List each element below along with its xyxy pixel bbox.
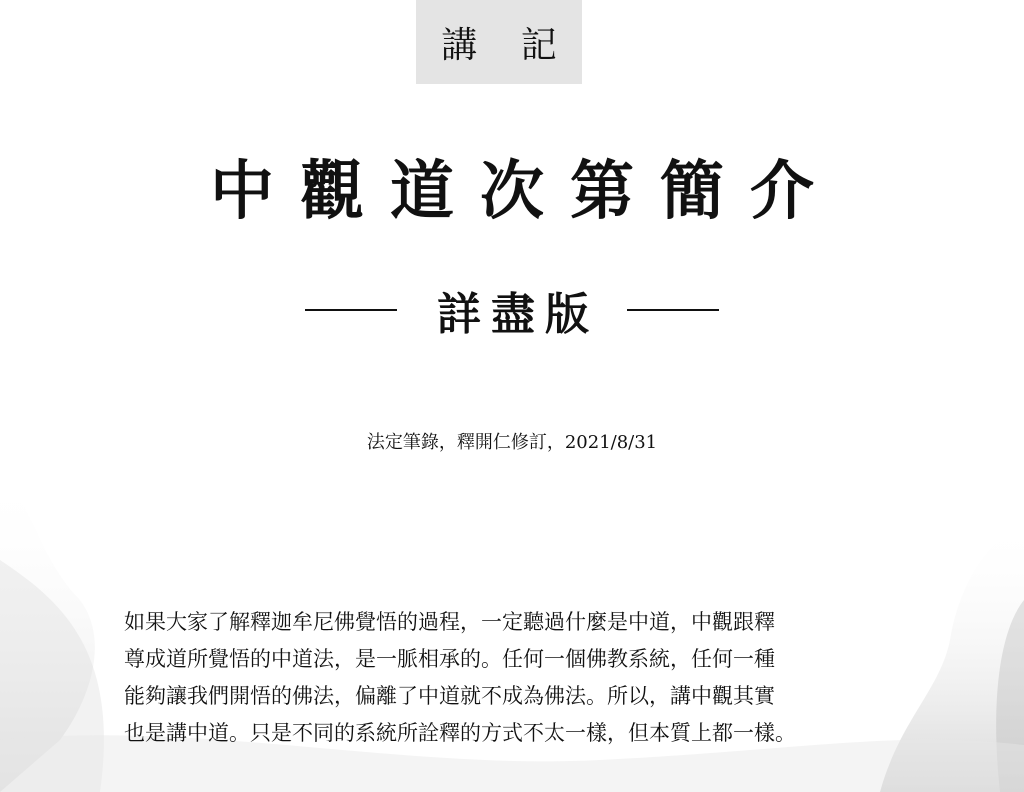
body-line: 也是講中道。只是不同的系統所詮釋的方式不太一樣，但本質上都一樣。: [124, 721, 796, 745]
body-paragraph: [124, 604, 874, 752]
header-tag: 講 記: [416, 0, 582, 84]
body-line: 尊成道所覺悟的中道法，是一脈相承的。任何一個佛教系統，任何一種: [124, 647, 775, 671]
subtitle: 詳盡版: [437, 289, 599, 340]
subtitle-row: [0, 278, 1024, 342]
body-line: 如果大家了解釋迦牟尼佛覺悟的過程，一定聽過什麼是中道，中觀跟釋: [124, 610, 775, 634]
body-line: 能夠讓我們開悟的佛法，偏離了中道就不成為佛法。所以，講中觀其實: [124, 684, 775, 708]
left-rule: [305, 309, 397, 311]
page-title: 中觀道次第簡介: [210, 154, 840, 229]
credit-line: 法定筆錄，釋開仁修訂，2021/8/31: [366, 432, 658, 453]
right-rule: [627, 309, 719, 311]
